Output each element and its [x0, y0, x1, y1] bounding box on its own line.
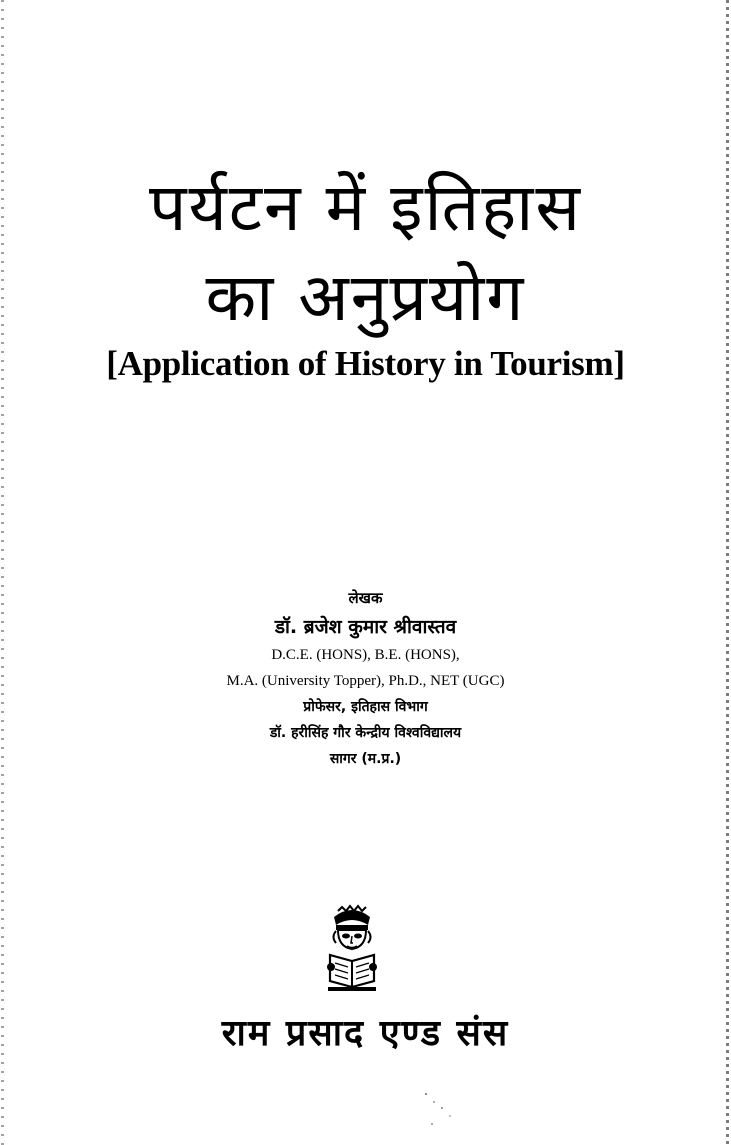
author-name: डॉ. ब्रजेश कुमार श्रीवास्तव: [274, 616, 457, 638]
author-block: [0, 586, 731, 772]
scan-specks: [420, 1090, 480, 1130]
author-label: लेखक: [348, 589, 383, 607]
book-title-hindi-line1: पर्यटन में इतिहास: [149, 169, 582, 246]
publisher-name: राम प्रसाद एण्ड संस: [221, 1013, 510, 1054]
author-university: डॉ. हरीसिंह गौर केन्द्रीय विश्वविद्यालय: [269, 725, 462, 741]
author-position: प्रोफेसर, इतिहास विभाग: [303, 699, 428, 715]
book-title-hindi-line2: का अनुप्रयोग: [205, 259, 526, 336]
author-degrees-line1: D.C.E. (HONS), B.E. (HONS),: [271, 647, 460, 663]
author-city: सागर (म.प्र.): [329, 751, 402, 767]
book-title-english: [Application of History in Tourism]: [106, 344, 625, 383]
publisher-logo-icon: [322, 903, 382, 993]
author-degrees-line2: M.A. (University Topper), Ph.D., NET (UGC): [226, 673, 505, 689]
